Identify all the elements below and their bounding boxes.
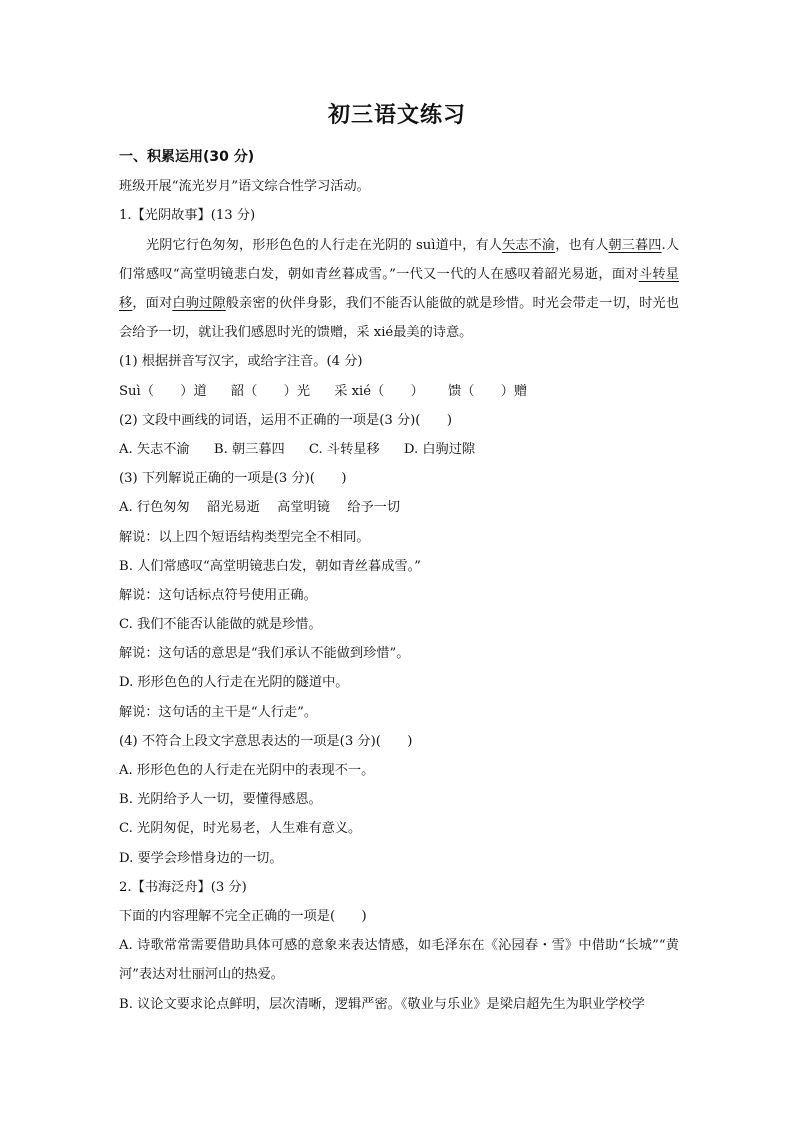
question-1-heading: 1.【光阴故事】(13 分)	[119, 208, 256, 224]
passage-text: 般亲密的伙伴身影，我们不能否认能做的就是珍惜。时光会带走一切，时光也会给予一切，就让我们感恩时光的馈赠，采 xié最美的诗意。	[119, 295, 680, 341]
option-explanation: 解说：以上四个短语结构类型完全不相同。	[119, 529, 370, 545]
option-item: A. 形形色色的人行走在光阴中的表现不一。	[119, 763, 375, 778]
passage-text: ，也有人	[555, 237, 609, 253]
option-item: A. 矢志不渝	[119, 441, 190, 457]
blank-item: 韶（ ）光	[230, 383, 311, 399]
subquestion-3-stem: (3) 下列解说正确的一项是(3 分)( )	[119, 471, 347, 487]
underlined-term: 矢志不渝	[502, 237, 556, 253]
document-body	[119, 143, 679, 1019]
option-item: B. 朝三暮四	[213, 441, 285, 457]
option-item: B. 议论文要求论点鲜明，层次清晰，逻辑严密。《敬业与乐业》是梁启超先生为职业学校学	[119, 996, 645, 1012]
option-item: A. 行色匆匆 韶光易逝 高堂明镜 给予一切	[119, 500, 401, 516]
blank-item: 馈（ ）赠	[448, 383, 528, 399]
underlined-term: 朝三暮四	[608, 237, 662, 253]
underlined-term: 白驹过隙	[172, 295, 226, 311]
passage-text: ，面对	[132, 295, 173, 311]
underlined-term: 斗转星移	[119, 266, 679, 311]
subquestion-1-blanks	[119, 377, 679, 406]
option-item: B. 人们常感叹“高堂明镜悲白发，朝如青丝暮成雪。”	[119, 558, 421, 574]
option-explanation: 解说：这句话标点符号使用正确。	[119, 587, 317, 603]
option-item: C. 斗转星移	[308, 441, 380, 457]
option-explanation: 解说：这句话的意思是“我们承认不能做到珍惜”。	[119, 646, 410, 662]
subquestion-4-stem: (4) 不符合上段文字意思表达的一项是(3 分)( )	[119, 733, 413, 749]
question-1-passage	[119, 231, 679, 348]
option-item: C. 我们不能否认能做的就是珍惜。	[119, 617, 322, 633]
passage-text: .人们常感叹“高堂明镜悲白发，朝如青丝暮成雪。”一代又一代的人在感叹着韶光易逝，面对	[119, 237, 680, 282]
passage-text: 光阴它行色匆匆，形形色色的人行走在光阴的 suì道中，有人	[146, 237, 503, 253]
option-item: C. 光阴匆促，时光易老，人生难有意义。	[119, 821, 362, 837]
section-heading: 一、积累运用(30 分)	[119, 149, 255, 165]
option-item: D. 形形色色的人行走在光阴的隧道中。	[119, 675, 349, 691]
question-2-heading: 2.【书海泛舟】(3 分)	[119, 879, 247, 895]
blank-item: Suì（ ）道	[119, 383, 207, 399]
option-item: D. 白驹过隙	[403, 441, 476, 457]
blank-item: 采 xié（ ）	[334, 383, 424, 399]
option-explanation: 解说：这句话的主干是“人行走”。	[119, 704, 318, 720]
subquestion-2-options	[119, 435, 679, 464]
activity-intro: 班级开展“流光岁月”语文综合性学习活动。	[119, 179, 370, 195]
page-title: 初三语文练习	[327, 103, 466, 128]
option-item: A. 诗歌常常需要借助具体可感的意象来表达情感，如毛泽东在《沁园春・雪》中借助“长城”“黄河”表达对壮丽河山的热爱。	[119, 938, 679, 983]
subquestion-1-stem: (1) 根据拼音写汉字，或给字注音。(4 分)	[119, 354, 363, 370]
subquestion-2-stem: (2) 文段中画线的词语，运用不正确的一项是(3 分)( )	[119, 412, 452, 428]
option-item: B. 光阴给予人一切，要懂得感恩。	[119, 792, 322, 808]
option-item: D. 要学会珍惜身边的一切。	[119, 850, 283, 866]
question-2-stem: 下面的内容理解不完全正确的一项是( )	[119, 908, 367, 924]
